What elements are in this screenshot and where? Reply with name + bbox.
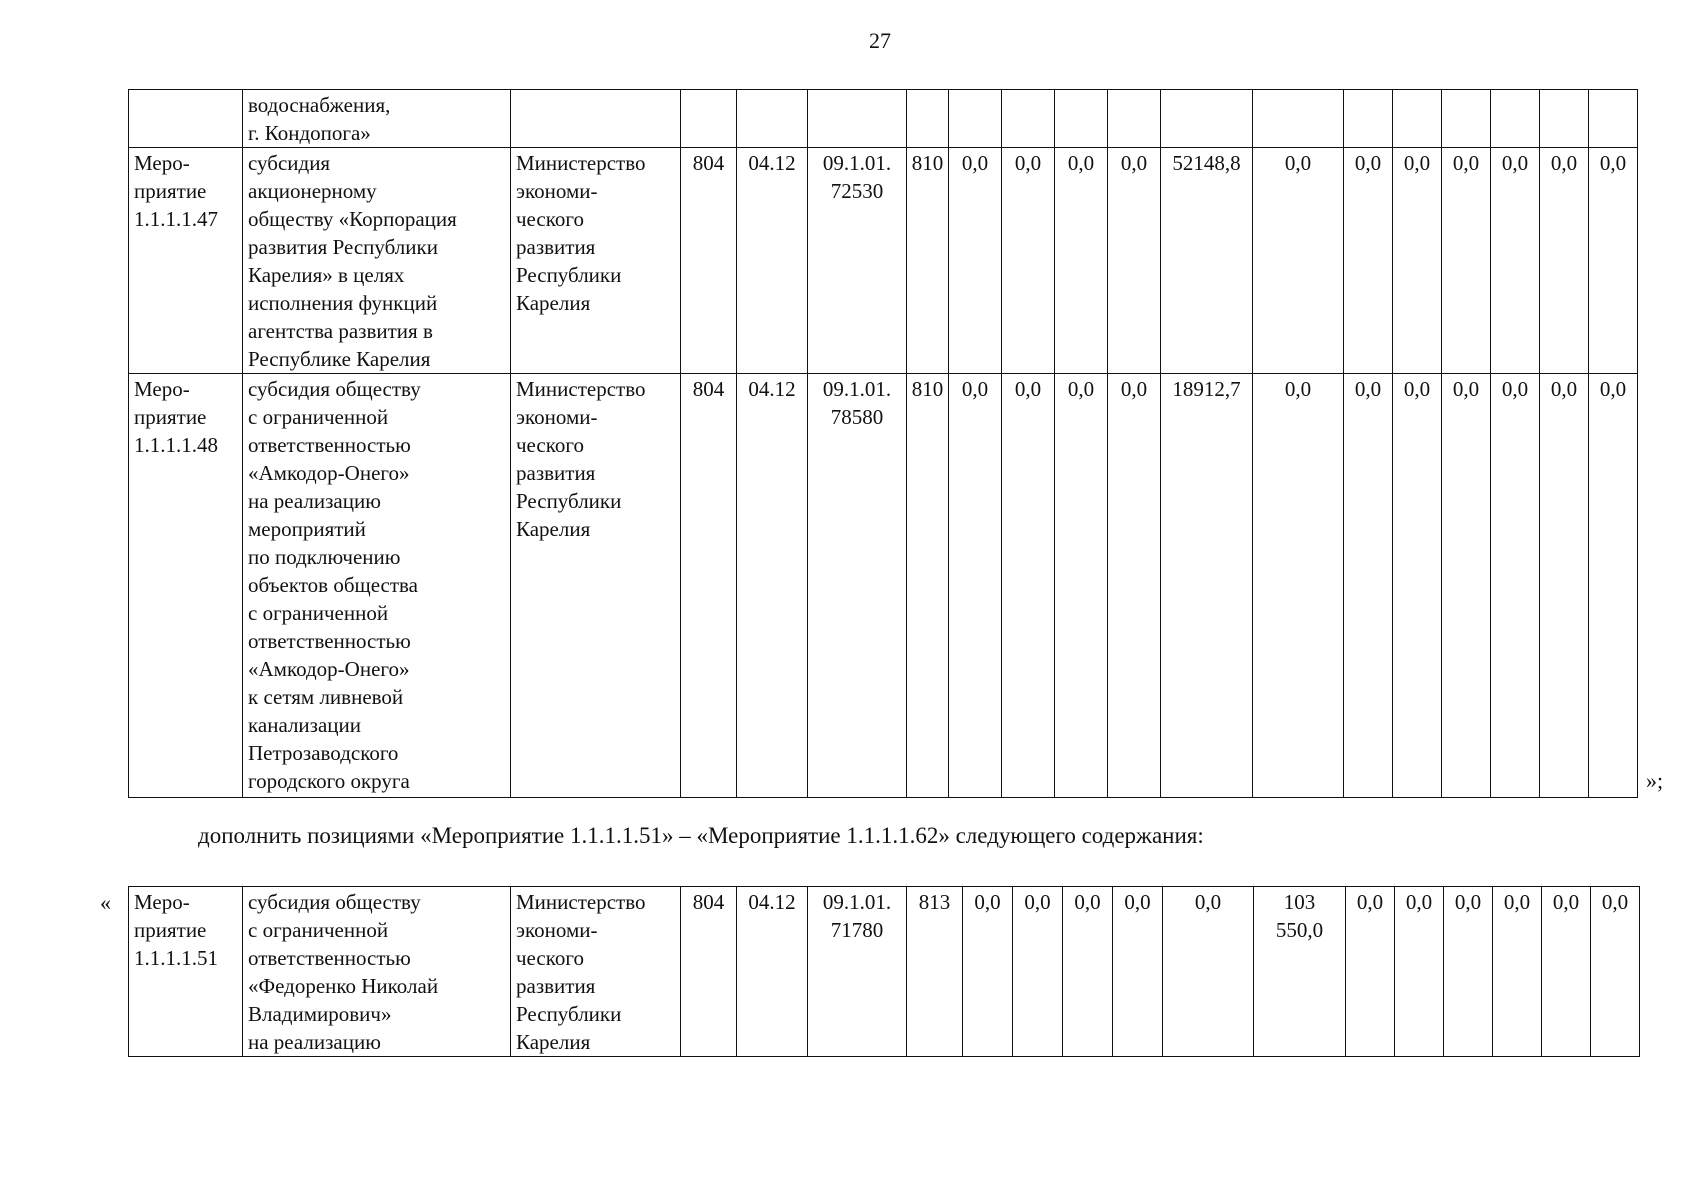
value-cell [1108,90,1161,148]
value-cell: 0,0 [1540,148,1589,374]
value-cell: 0,0 [1063,887,1113,1057]
rzpr-cell: 04.12 [737,887,808,1057]
row-executor: Министерство экономи- ческого развития Республики Карелия [511,374,681,798]
value-cell: 0,0 [1442,374,1491,798]
value-cell: 0,0 [1253,374,1344,798]
value-cell: 0,0 [963,887,1013,1057]
value-cell: 0,0 [949,374,1002,798]
value-cell [1055,90,1108,148]
grbs-cell: 804 [681,887,737,1057]
value-cell [1442,90,1491,148]
row-description: субсидия обществу с ограниченной ответственностью «Амкодор-Онего» на реализацию мероприятий по подключению объектов общества с ограниченной ответственностью «Амкодор-Онего» к сетям ливневой канализации Петрозаводского городского округа [243,374,511,798]
value-cell: 0,0 [1444,887,1493,1057]
value-cell [1161,90,1253,148]
vr-cell [907,90,949,148]
value-cell [949,90,1002,148]
value-cell: 0,0 [1002,148,1055,374]
value-cell: 0,0 [1542,887,1591,1057]
value-cell: 0,0 [1393,148,1442,374]
grbs-cell [681,90,737,148]
value-cell: 103 550,0 [1254,887,1346,1057]
opening-quote: « [100,890,111,915]
csr-cell: 09.1.01. 78580 [808,374,907,798]
row-executor: Министерство экономи- ческого развития Республики Карелия [511,887,681,1057]
value-cell: 0,0 [1163,887,1254,1057]
value-cell: 0,0 [1591,887,1640,1057]
page-number: 27 [869,28,891,53]
row-executor: Министерство экономи- ческого развития Республики Карелия [511,148,681,374]
csr-cell [808,90,907,148]
row-name [129,90,243,148]
row-description: субсидия обществу с ограниченной ответственностью «Федоренко Николай Владимирович» на реализацию [243,887,511,1057]
grbs-cell: 804 [681,374,737,798]
amendment-paragraph: дополнить позициями «Мероприятие 1.1.1.1.51» – «Мероприятие 1.1.1.1.62» следующего содержания: [198,823,1204,848]
value-cell: 0,0 [1108,374,1161,798]
value-cell: 0,0 [1344,374,1393,798]
value-cell: 0,0 [1493,887,1542,1057]
value-cell: 52148,8 [1161,148,1253,374]
program-table-added [128,886,1640,1057]
rzpr-cell: 04.12 [737,148,808,374]
value-cell: 0,0 [1540,374,1589,798]
value-cell: 0,0 [1002,374,1055,798]
value-cell: 0,0 [949,148,1002,374]
row-name: Меро- приятие 1.1.1.1.47 [129,148,243,374]
value-cell: 0,0 [1113,887,1163,1057]
value-cell: 0,0 [1013,887,1063,1057]
value-cell [1253,90,1344,148]
table-row [129,90,1638,148]
value-cell [1491,90,1540,148]
row-description: водоснабжения, г. Кондопога» [243,90,511,148]
table-row [129,887,1640,1057]
value-cell [1589,90,1638,148]
value-cell [1540,90,1589,148]
program-table-continued [128,89,1638,798]
row-executor [511,90,681,148]
row-name: Меро- приятие 1.1.1.1.51 [129,887,243,1057]
rzpr-cell [737,90,808,148]
value-cell: 0,0 [1442,148,1491,374]
value-cell: 0,0 [1395,887,1444,1057]
closing-quote: »; [1646,768,1664,793]
row-name: Меро- приятие 1.1.1.1.48 [129,374,243,798]
value-cell [1002,90,1055,148]
value-cell: 0,0 [1491,374,1540,798]
csr-cell: 09.1.01. 72530 [808,148,907,374]
grbs-cell: 804 [681,148,737,374]
value-cell [1393,90,1442,148]
value-cell [1344,90,1393,148]
value-cell: 0,0 [1344,148,1393,374]
vr-cell: 810 [907,374,949,798]
rzpr-cell: 04.12 [737,374,808,798]
value-cell: 0,0 [1055,148,1108,374]
value-cell: 0,0 [1108,148,1161,374]
value-cell: 0,0 [1393,374,1442,798]
value-cell: 18912,7 [1161,374,1253,798]
row-description: субсидия акционерному обществу «Корпорация развития Республики Карелия» в целях исполнения функций агентства развития в Республике Карелия [243,148,511,374]
table-row [129,148,1638,374]
value-cell: 0,0 [1253,148,1344,374]
value-cell: 0,0 [1589,374,1638,798]
value-cell: 0,0 [1346,887,1395,1057]
value-cell: 0,0 [1055,374,1108,798]
csr-cell: 09.1.01. 71780 [808,887,907,1057]
vr-cell: 810 [907,148,949,374]
table-row [129,374,1638,798]
vr-cell: 813 [907,887,963,1057]
value-cell: 0,0 [1491,148,1540,374]
value-cell: 0,0 [1589,148,1638,374]
